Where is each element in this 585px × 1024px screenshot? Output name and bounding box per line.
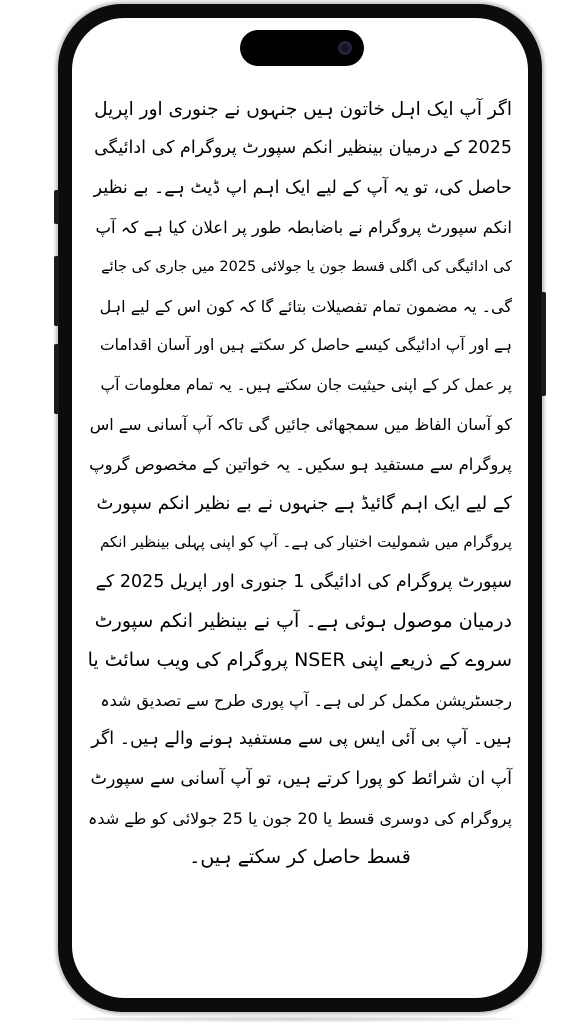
volume-down-button <box>54 344 59 414</box>
article-line: قسط حاصل کر سکتے ہیں۔ <box>189 846 411 869</box>
article-line: پروگرام کی دوسری قسط یا 20 جون یا 25 جولائی کو طے شدہ <box>87 809 512 829</box>
dynamic-island <box>240 30 364 66</box>
article-line: رجسٹریشن مکمل کر لی ہے۔ آپ پوری طرح سے تصدیق شدہ <box>100 690 512 710</box>
phone-frame <box>58 4 542 1012</box>
article-line: درمیان موصول ہوئی ہے۔ آپ نے بینظیر انکم سپورٹ <box>94 610 512 633</box>
phone-shadow <box>70 1016 516 1022</box>
article-line: کو آسان الفاظ میں سمجھائی جائیں گی تاکہ آپ آسانی سے اس <box>89 415 512 435</box>
camera-icon <box>338 41 352 55</box>
article-line: حاصل کی، تو یہ آپ کے لیے ایک اہم اپ ڈیٹ ہے۔ بے نظیر <box>93 177 512 198</box>
article-line: آپ ان شرائط کو پورا کرتے ہیں، تو آپ آسانی سے سپورٹ <box>90 768 512 789</box>
article-line: اگر آپ ایک اہل خاتون ہیں جنہوں نے جنوری اور اپریل <box>94 99 512 120</box>
article-line: کی ادائیگی کی اگلی قسط جون یا جولائی 2025 میں جاری کی جائے <box>101 258 512 275</box>
article-line: کے لیے ایک اہم گائیڈ ہے جنہوں نے بے نظیر انکم سپورٹ <box>96 492 512 514</box>
volume-up-button <box>54 256 59 326</box>
article-line: پروگرام سے مستفید ہو سکیں۔ یہ خواتین کے مخصوص گروپ <box>89 454 512 474</box>
phone-screen <box>72 18 528 998</box>
article-line: 2025 کے درمیان بینظیر انکم سپورٹ پروگرام کی ادائیگی <box>94 138 512 159</box>
article-body <box>88 90 512 878</box>
article-line: سروے کے ذریعے اپنی NSER پروگرام کی ویب سائٹ یا <box>87 649 512 672</box>
article-line: انکم سپورٹ پروگرام نے باضابطہ طور پر اعلان کیا ہے کہ آپ <box>95 218 512 238</box>
article-line: پروگرام میں شمولیت اختیار کی ہے۔ آپ کو اپنی پہلی بینظیر انکم <box>99 533 512 552</box>
article-line: ہے اور آپ ادائیگی کیسے حاصل کر سکتے ہیں اور آسان اقدامات <box>100 336 512 355</box>
article-line: گی۔ یہ مضمون تمام تفصیلات بتائے گا کہ کون اس کے لیے اہل <box>99 296 512 316</box>
article-line: پر عمل کر کے اپنی حیثیت جان سکتے ہیں۔ یہ تمام معلومات آپ <box>100 375 512 394</box>
action-button <box>54 190 59 224</box>
article-line: ہیں۔ آپ بی آئی ایس پی سے مستفید ہونے والے ہیں۔ اگر <box>91 729 512 750</box>
power-button <box>541 292 546 396</box>
article-line: سپورٹ پروگرام کی ادائیگی 1 جنوری اور اپریل 2025 کے <box>95 571 512 592</box>
